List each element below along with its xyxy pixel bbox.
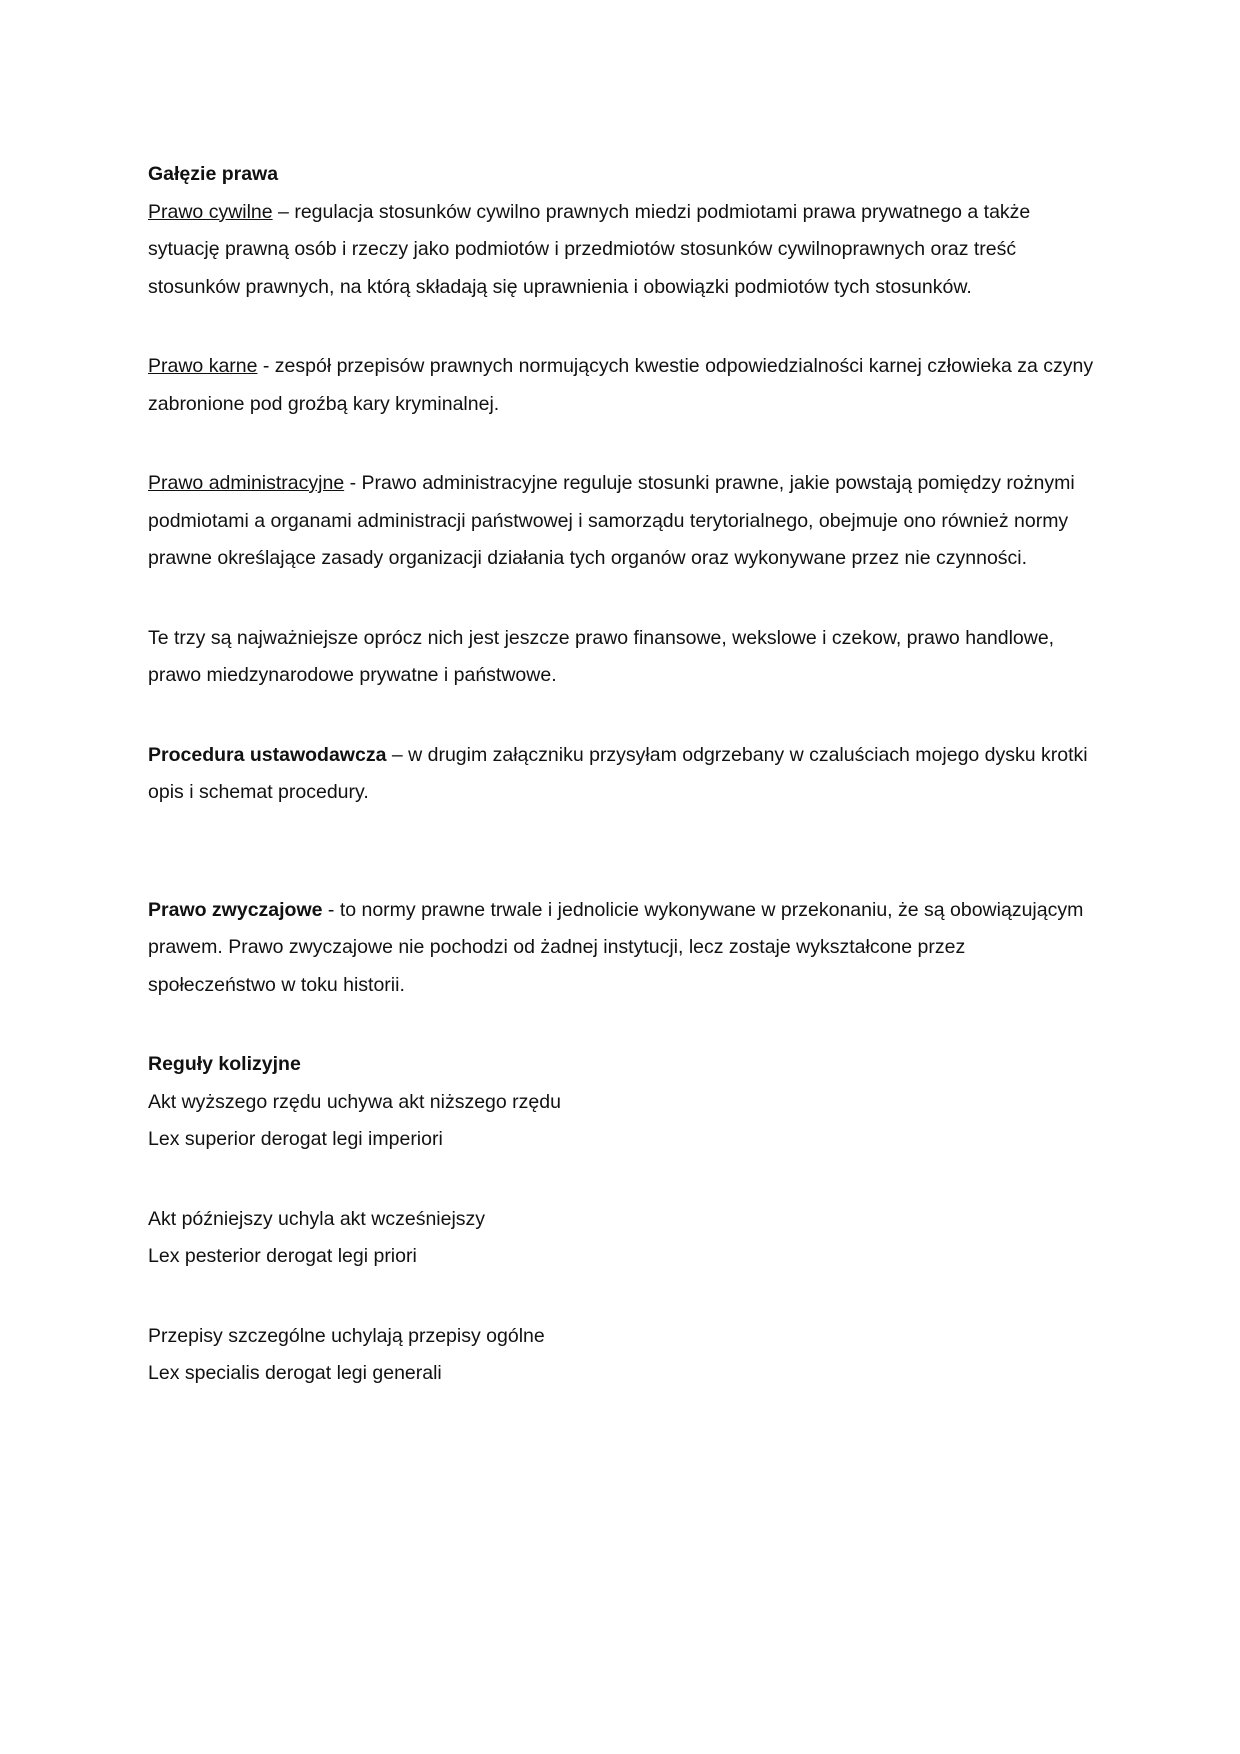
paragraph-summary: Te trzy są najważniejsze oprócz nich jest jeszcze prawo finansowe, wekslowe i czekow, prawo handlowe, prawo miedzynarodowe prywatne i państwowe.	[148, 626, 1055, 686]
paragraph-legislative-procedure	[148, 737, 1098, 812]
conflict-rule-1	[148, 1084, 1098, 1159]
spacer	[148, 1159, 1098, 1201]
rule-latin: Lex superior derogat legi imperiori	[148, 1128, 443, 1150]
term-criminal-law: Prawo karne	[148, 355, 258, 377]
rule-polish: Akt późniejszy uchyla akt wcześniejszy	[148, 1207, 486, 1230]
term-legislative-procedure: Procedura ustawodawcza	[148, 743, 387, 766]
definition-administrative-law: - Prawo administracyjne reguluje stosunki prawne, jakie powstają pomiędzy rożnymi podmiotami a organami administracji państwowej i samorządu terytorialnego, obejmuje ono również normy prawne określające zasady organizacji działania tych organów oraz wykonywane przez nie czynności.	[148, 472, 1075, 569]
definition-legislative-procedure: – w drugim załączniku przysyłam odgrzebany w czaluściach mojego dysku krotki opis i schemat procedury.	[148, 743, 1088, 803]
rule-latin: Lex pesterior derogat legi priori	[148, 1245, 417, 1267]
document-body	[148, 156, 1098, 1393]
conflict-rule-3	[148, 1318, 1098, 1393]
section-heading-branches: Gałęzie prawa	[148, 163, 279, 185]
definition-customary-law: - to normy prawne trwale i jednolicie wykonywane w przekonaniu, że są obowiązującym prawem. Prawo zwyczajowe nie pochodzi od żadnej instytucji, lecz zostaje wykształcone przez społeczeństwo w toku historii.	[148, 898, 1084, 996]
rule-polish: Przepisy szczególne uchylają przepisy ogólne	[148, 1324, 545, 1347]
definition-civil-law: – regulacja stosunków cywilno prawnych miedzi podmiotami prawa prywatnego a także sytuację prawną osób i rzeczy jako podmiotów i przedmiotów stosunków cywilnoprawnych oraz treść stosunków prawnych, na którą składają się uprawnienia i obowiązki podmiotów tych stosunków.	[148, 200, 1031, 298]
paragraph-customary-law	[148, 892, 1098, 1005]
paragraph-criminal-law	[148, 348, 1098, 423]
term-customary-law: Prawo zwyczajowe	[148, 898, 323, 921]
definition-criminal-law: - zespół przepisów prawnych normujących kwestie odpowiedzialności karnej człowieka za czyny zabronione pod groźbą kary kryminalnej.	[148, 355, 1094, 415]
section-heading-conflict-rules: Reguły kolizyjne	[148, 1053, 301, 1075]
rule-polish: Akt wyższego rzędu uchywa akt niższego rzędu	[148, 1090, 561, 1113]
paragraph-civil-law	[148, 194, 1098, 307]
spacer	[148, 812, 1098, 892]
paragraph-administrative-law	[148, 465, 1098, 578]
spacer	[148, 1276, 1098, 1318]
conflict-rule-2	[148, 1201, 1098, 1276]
rule-latin: Lex specialis derogat legi generali	[148, 1362, 442, 1384]
term-civil-law: Prawo cywilne	[148, 200, 273, 223]
term-administrative-law: Prawo administracyjne	[148, 472, 345, 494]
